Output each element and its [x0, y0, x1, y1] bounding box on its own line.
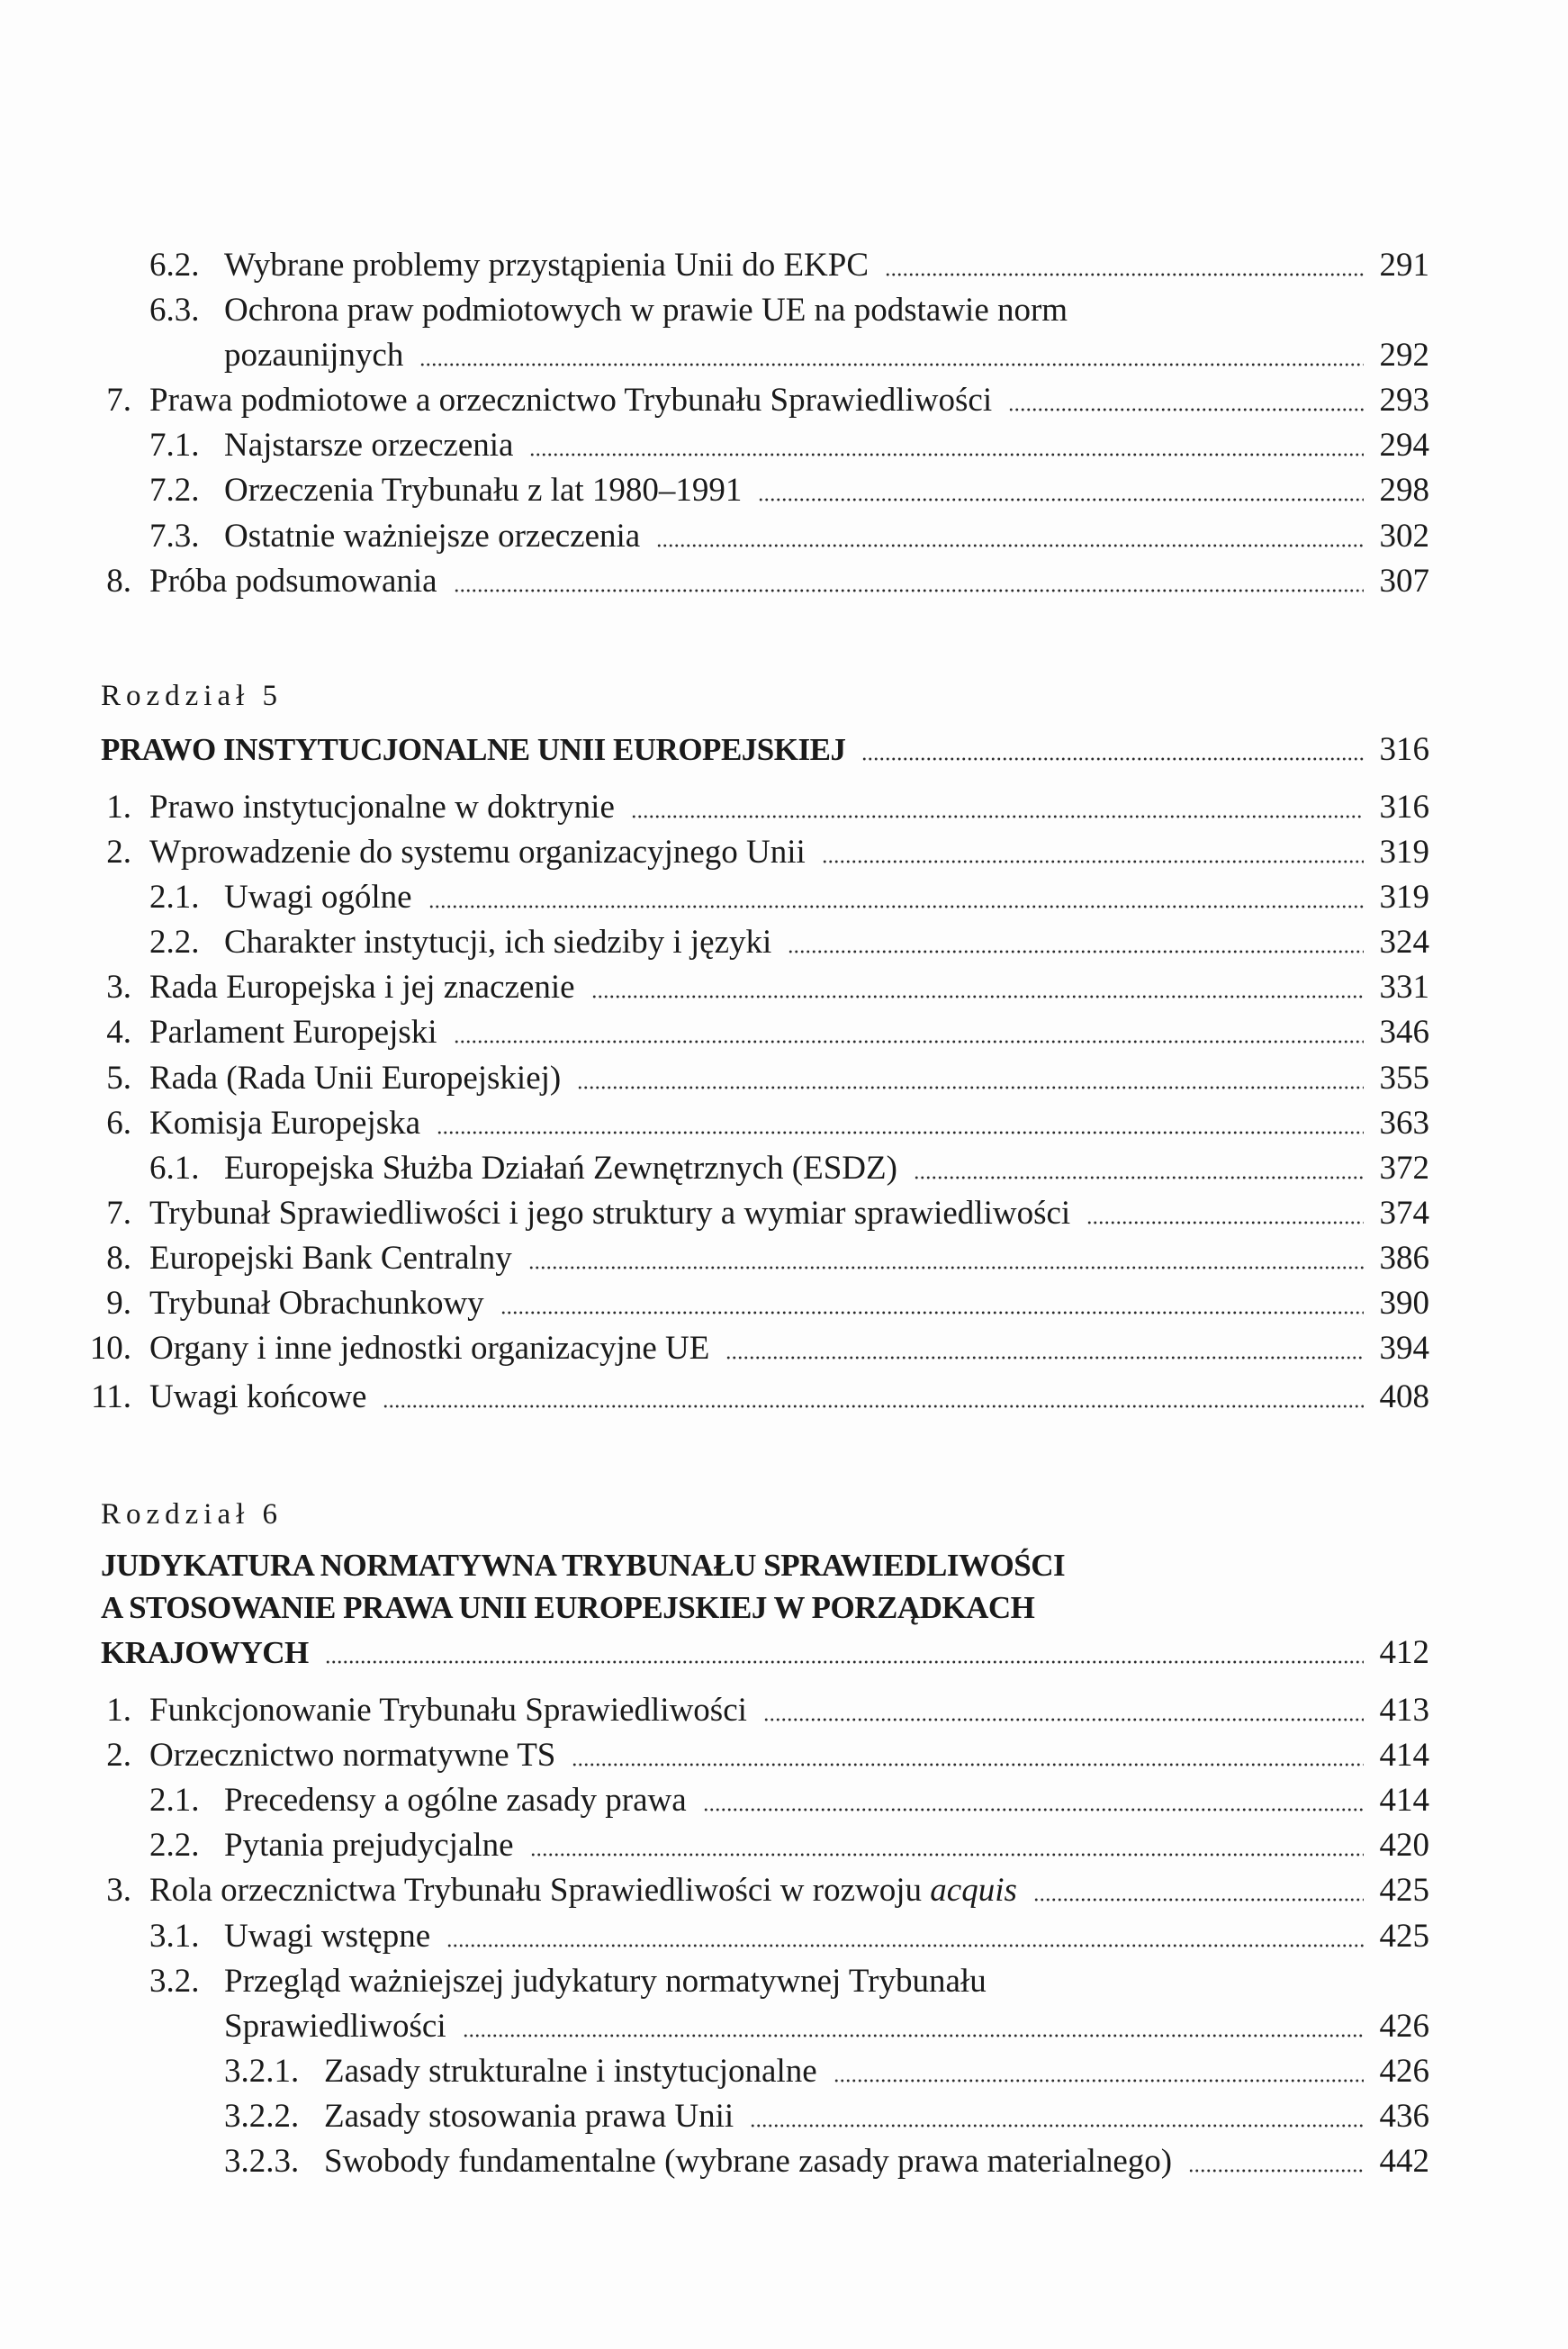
toc-entry[interactable] [149, 468, 1429, 513]
entry-number: 3.2. [149, 1963, 200, 2000]
toc-entry[interactable] [149, 1778, 1429, 1823]
dot-leader [577, 1081, 1363, 1090]
toc-entry[interactable] [149, 875, 1429, 920]
dot-leader [383, 1400, 1363, 1409]
entry-title-text: Uwagi końcowe [149, 1378, 367, 1415]
chapter-title-line[interactable] [101, 1586, 1429, 1631]
entry-title-text: Uwagi ogólne [224, 879, 412, 916]
page-number: 292 [1379, 337, 1429, 374]
entry-title-text: Sprawiedliwości [224, 2008, 446, 2045]
chapter-title-line[interactable] [101, 727, 1429, 772]
page-number: 436 [1379, 2098, 1429, 2135]
dot-leader [725, 1351, 1363, 1360]
dot-leader [1008, 403, 1363, 412]
dot-leader [454, 1035, 1364, 1044]
page-number: 413 [1379, 1692, 1429, 1729]
dot-leader [463, 2029, 1364, 2038]
page-number: 372 [1379, 1150, 1429, 1187]
entry-number: 6.2. [149, 247, 200, 284]
toc-entry[interactable] [72, 1191, 1429, 1236]
entry-title-text: PRAWO INSTYTUCJONALNE UNII EUROPEJSKIEJ [101, 732, 846, 767]
page-number: 316 [1379, 731, 1429, 768]
dot-leader [703, 1803, 1364, 1812]
entry-number: 11. [91, 1378, 131, 1415]
entry-title-text: Europejska Służba Działań Zewnętrznych (ESDZ) [224, 1150, 897, 1187]
dot-leader [529, 448, 1363, 457]
entry-number: 6.3. [149, 292, 200, 329]
page-number: 394 [1379, 1330, 1429, 1367]
dot-leader [325, 1656, 1364, 1665]
page-number: 426 [1379, 2008, 1429, 2045]
entry-title-text: Wybrane problemy przystąpienia Unii do EKPC [224, 247, 870, 284]
entry-title-text: Parlament Europejski [149, 1014, 437, 1051]
entry-title [149, 1281, 484, 1326]
entry-title-text: Zasady stosowania prawa Unii [324, 2098, 734, 2135]
entry-number: 3. [106, 969, 131, 1006]
entry-title-text: Prawa podmiotowe a orzecznictwo Trybunału Sprawiedliwości [149, 382, 993, 419]
dot-leader [454, 584, 1364, 593]
dot-leader [656, 539, 1363, 548]
entry-title [149, 1010, 437, 1055]
toc-entry[interactable] [149, 1823, 1429, 1868]
entry-title-text: KRAJOWYCH [101, 1635, 309, 1670]
entry-title [101, 1586, 1034, 1631]
toc-entry[interactable] [72, 1056, 1429, 1101]
page-number: 374 [1379, 1195, 1429, 1232]
entry-title [224, 243, 869, 288]
entry-title-text: Najstarsze orzeczenia [224, 427, 514, 464]
dot-leader [428, 900, 1364, 909]
entry-number: 7.1. [149, 427, 200, 464]
entry-number: 2.1. [149, 1782, 200, 1819]
page-number: 302 [1379, 518, 1429, 555]
toc-entry[interactable] [224, 2049, 1429, 2094]
dot-leader [631, 810, 1364, 819]
toc-entry[interactable] [149, 288, 1429, 333]
entry-title [224, 423, 513, 468]
entry-title [149, 1375, 366, 1420]
entry-title-text: Rada (Rada Unii Europejskiej) [149, 1060, 562, 1097]
entry-title [149, 378, 992, 423]
entry-title-text: Przegląd ważniejszej judykatury normatywnej Trybunału [224, 1963, 987, 2000]
chapter-label: Rozdział 6 [101, 1498, 284, 1531]
entry-title-text: Trybunał Obrachunkowy [149, 1285, 484, 1322]
toc-entry[interactable] [72, 830, 1429, 875]
entry-title-text: Prawo instytucjonalne w doktrynie [149, 789, 615, 826]
page-number: 316 [1379, 789, 1429, 826]
entry-title-text: Swobody fundamentalne (wybrane zasady prawa materialnego) [324, 2143, 1173, 2180]
toc-entry[interactable] [72, 785, 1429, 830]
page-number: 331 [1379, 969, 1429, 1006]
toc-entry[interactable] [149, 1914, 1429, 1959]
entry-number: 9. [106, 1285, 131, 1322]
entry-number: 6.1. [149, 1150, 200, 1187]
chapter-label: Rozdział 5 [101, 680, 284, 712]
toc-entry[interactable] [149, 514, 1429, 559]
dot-leader [1086, 1216, 1363, 1225]
entry-title [149, 1101, 420, 1146]
entry-number: 7.2. [149, 472, 200, 509]
entry-number: 7. [106, 1195, 131, 1232]
page-number: 355 [1379, 1060, 1429, 1097]
entry-number: 5. [106, 1060, 131, 1097]
entry-title [149, 830, 806, 875]
entry-title [224, 1778, 687, 1823]
entry-title [324, 2049, 817, 2094]
page-number: 291 [1379, 247, 1429, 284]
page-number: 408 [1379, 1378, 1429, 1415]
dot-leader [758, 493, 1363, 502]
entry-title [149, 1868, 1017, 1913]
dot-leader [861, 753, 1363, 762]
entry-number: 3. [106, 1872, 131, 1909]
entry-title-text: JUDYKATURA NORMATYWNA TRYBUNAŁU SPRAWIEDLIWOŚCI [101, 1548, 1066, 1583]
entry-number: 2. [106, 1737, 131, 1774]
toc-entry[interactable] [72, 1868, 1429, 1913]
dot-leader [1188, 2164, 1363, 2173]
toc-entry[interactable] [72, 378, 1429, 423]
entry-title-text: Precedensy a ogólne zasady prawa [224, 1782, 687, 1819]
page-number: 425 [1379, 1918, 1429, 1955]
entry-title [224, 920, 771, 965]
entry-number: 3.2.3. [224, 2143, 300, 2180]
entry-title-text: Pytania prejudycjalne [224, 1827, 514, 1864]
toc-entry[interactable] [72, 559, 1429, 604]
toc-entry[interactable] [149, 243, 1429, 288]
entry-number: 2. [106, 834, 131, 871]
entry-title [224, 1823, 514, 1868]
entry-number: 6. [106, 1105, 131, 1142]
dot-leader [419, 358, 1363, 367]
toc-entry[interactable] [72, 1375, 1429, 1420]
page-number: 324 [1379, 924, 1429, 961]
entry-title [324, 2139, 1172, 2184]
entry-title [149, 1236, 512, 1281]
toc-entry[interactable] [72, 1236, 1429, 1281]
toc-entry[interactable] [149, 1146, 1429, 1191]
entry-title-text: Ostatnie ważniejsze orzeczenia [224, 518, 641, 555]
entry-number: 2.2. [149, 924, 200, 961]
entry-title-text: Orzecznictwo normatywne TS [149, 1737, 556, 1774]
entry-number: 3.2.1. [224, 2053, 300, 2090]
dot-leader [822, 855, 1364, 864]
toc-entry[interactable] [224, 2139, 1429, 2184]
chapter-title-line[interactable] [101, 1543, 1429, 1588]
page-number: 414 [1379, 1737, 1429, 1774]
entry-title [149, 965, 575, 1010]
dot-leader [914, 1171, 1364, 1180]
entry-number: 1. [106, 789, 131, 826]
page-number: 412 [1379, 1634, 1429, 1671]
toc-entry[interactable] [224, 2094, 1429, 2139]
page-number: 426 [1379, 2053, 1429, 2090]
entry-title-text: Wprowadzenie do systemu organizacyjnego Unii [149, 834, 806, 871]
entry-title-text: Rada Europejska i jej znaczenie [149, 969, 575, 1006]
entry-title-text: Orzeczenia Trybunału z lat 1980–1991 [224, 472, 743, 509]
dot-leader [572, 1758, 1363, 1767]
entry-title [149, 1733, 555, 1778]
entry-title-text: Zasady strukturalne i instytucjonalne [324, 2053, 817, 2090]
toc-entry[interactable] [149, 423, 1429, 468]
page-number: 294 [1379, 427, 1429, 464]
page-number: 386 [1379, 1240, 1429, 1277]
entry-title-text: Organy i inne jednostki organizacyjne UE [149, 1330, 710, 1367]
entry-title [224, 1146, 897, 1191]
dot-leader [446, 1939, 1363, 1948]
entry-title [101, 727, 845, 772]
toc-entry[interactable] [72, 1281, 1429, 1326]
entry-title [224, 875, 412, 920]
entry-title-text: Rola orzecznictwa Trybunału Sprawiedliwości w rozwoju [149, 1872, 931, 1909]
entry-title [149, 1688, 747, 1733]
dot-leader [500, 1306, 1364, 1315]
page-number: 420 [1379, 1827, 1429, 1864]
entry-title [224, 468, 742, 513]
entry-title-text: Próba podsumowania [149, 563, 437, 600]
entry-title-text: Funkcjonowanie Trybunału Sprawiedliwości [149, 1692, 747, 1729]
entry-title [149, 1326, 709, 1371]
entry-title [149, 559, 437, 604]
dot-leader [530, 1848, 1364, 1857]
dot-leader [885, 268, 1363, 277]
page-number: 363 [1379, 1105, 1429, 1142]
entry-title [101, 1631, 309, 1676]
toc-entry[interactable] [72, 1010, 1429, 1055]
entry-title [101, 1543, 1065, 1588]
dot-leader [788, 945, 1363, 954]
entry-title [224, 1959, 987, 2004]
entry-number: 8. [106, 1240, 131, 1277]
toc-entry[interactable] [149, 920, 1429, 965]
entry-number: 10. [89, 1330, 131, 1367]
page-number: 414 [1379, 1782, 1429, 1819]
entry-title-text: Ochrona praw podmiotowych w prawie UE na podstawie norm [224, 292, 1068, 329]
entry-title-text: Charakter instytucji, ich siedziby i języki [224, 924, 772, 961]
dot-leader [834, 2074, 1364, 2083]
page-number: 319 [1379, 834, 1429, 871]
toc-entry[interactable] [149, 333, 1429, 378]
entry-title-text: Trybunał Sprawiedliwości i jego struktury a wymiar sprawiedliwości [149, 1195, 1071, 1232]
page-number: 390 [1379, 1285, 1429, 1322]
entry-title [224, 333, 403, 378]
entry-title [149, 1191, 1070, 1236]
page-number: 425 [1379, 1872, 1429, 1909]
dot-leader [750, 2119, 1363, 2128]
entry-number: 7.3. [149, 518, 200, 555]
dot-leader [591, 990, 1364, 999]
toc-entry[interactable] [72, 1101, 1429, 1146]
entry-number: 3.1. [149, 1918, 200, 1955]
entry-number: 4. [106, 1014, 131, 1051]
page-number: 293 [1379, 382, 1429, 419]
dot-leader [528, 1261, 1364, 1270]
entry-title-italic: acquis [930, 1872, 1017, 1909]
entry-number: 3.2.2. [224, 2098, 300, 2135]
dot-leader [1033, 1893, 1364, 1902]
entry-number: 1. [106, 1692, 131, 1729]
page-number: 442 [1379, 2143, 1429, 2180]
entry-title [224, 2004, 446, 2049]
entry-number: 7. [106, 382, 131, 419]
chapter-title-line[interactable] [101, 1631, 1429, 1676]
entry-title-text: A STOSOWANIE PRAWA UNII EUROPEJSKIEJ W PORZĄDKACH [101, 1590, 1035, 1625]
entry-title-text: Uwagi wstępne [224, 1918, 431, 1955]
page-number: 319 [1379, 879, 1429, 916]
toc-entry[interactable] [72, 1326, 1429, 1371]
entry-title [224, 288, 1068, 333]
dot-leader [763, 1713, 1364, 1722]
dot-leader [437, 1126, 1363, 1135]
entry-title [224, 1914, 430, 1959]
toc-entry[interactable] [149, 2004, 1429, 2049]
toc-entry[interactable] [149, 1959, 1429, 2004]
entry-title-text: Europejski Bank Centralny [149, 1240, 512, 1277]
toc-entry[interactable] [72, 1733, 1429, 1778]
entry-title [149, 1056, 561, 1101]
toc-entry[interactable] [72, 965, 1429, 1010]
page-number: 298 [1379, 472, 1429, 509]
entry-number: 2.2. [149, 1827, 200, 1864]
entry-title-text: Komisja Europejska [149, 1105, 421, 1142]
toc-entry[interactable] [72, 1688, 1429, 1733]
entry-title [149, 785, 615, 830]
entry-title-text: pozaunijnych [224, 337, 404, 374]
entry-number: 2.1. [149, 879, 200, 916]
page-number: 307 [1379, 563, 1429, 600]
entry-number: 8. [106, 563, 131, 600]
entry-title [224, 514, 640, 559]
page-number: 346 [1379, 1014, 1429, 1051]
entry-title [324, 2094, 734, 2139]
